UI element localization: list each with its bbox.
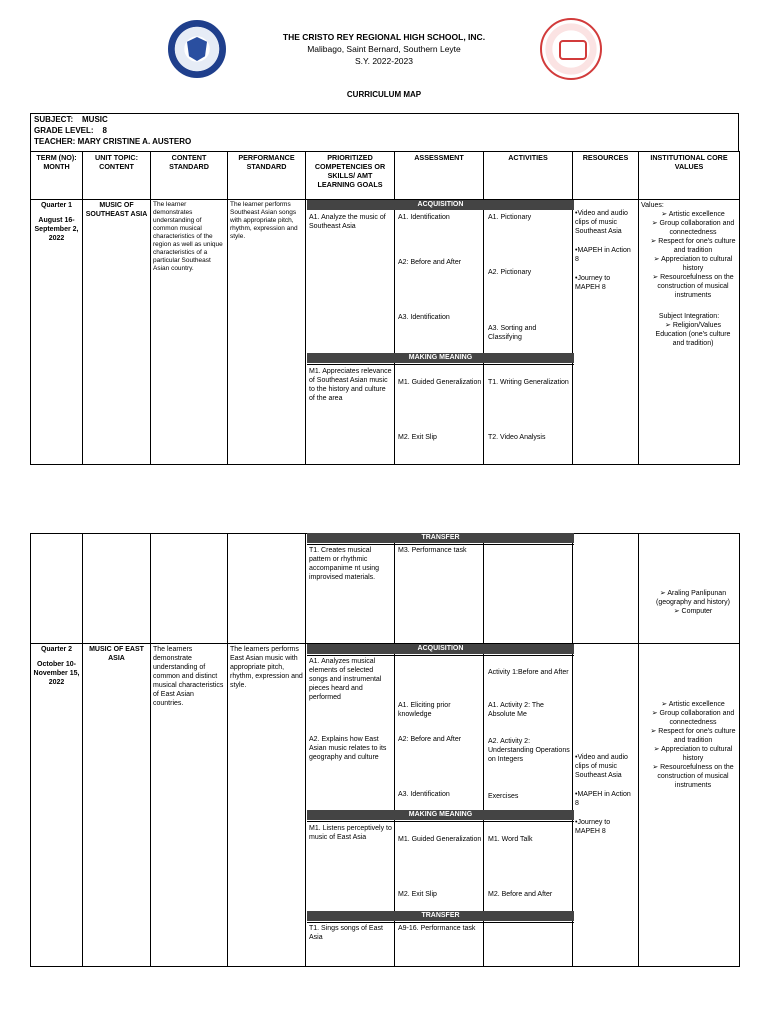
- q2-a2-assessment: A2: Before and After: [398, 736, 462, 743]
- p2-unit-cell: [83, 534, 151, 644]
- q2-transfer-bar: TRANSFER: [307, 911, 574, 921]
- p2-term-cell: [31, 534, 83, 644]
- q1-acquisition-bar: ACQUISITION: [307, 200, 574, 210]
- q1-m2-assessment: M2. Exit Slip: [398, 434, 437, 441]
- q1-assessment-cell: [395, 200, 484, 465]
- col-performance-standard: PERFORMANCE STANDARD: [228, 152, 306, 200]
- q1-a1-activity: A1. Pictionary: [488, 214, 532, 221]
- q2-values-cell: ➢ Artistic excellence ➢ Group collaboration and connectedness ➢ Respect for one's culture and tradition ➢ Appreciation to cultural history ➢ Resourcefulness on the construction of musical instruments: [639, 644, 740, 967]
- q1-a2-assessment: A2: Before and After: [398, 259, 462, 266]
- school-year: S.Y. 2022-2023: [355, 56, 413, 66]
- q2-a2-competency: A2. Explains how East Asian music relates to its geography and culture: [309, 736, 387, 761]
- school-address: Malibago, Saint Bernard, Southern Leyte: [307, 44, 461, 54]
- q1-a2-activity: A2. Pictionary: [488, 269, 532, 276]
- q1-a3-activity: A3. Sorting and Classifying: [488, 325, 537, 341]
- p2-activities-cell: [484, 534, 573, 644]
- p2-t1-competency: T1. Creates musical pattern or rhythmic accompanime nt using improvised materials.: [309, 547, 380, 581]
- q1-resources-cell: •Video and audio clips of music Southeast Asia •MAPEH in Action 8 •Journey to MAPEH 8: [573, 200, 639, 465]
- q2-activity-1: Activity 1:Before and After: [488, 669, 569, 676]
- q2-performance-standard: The learners performs East Asian music with appropriate pitch, rhythm, expression and style.: [228, 644, 306, 967]
- q2-activity-3: A2. Activity 2: Understanding Operations on Integers: [488, 738, 570, 763]
- q1-performance-standard: The learner performs Southeast Asian songs with appropriate pitch, rhythm, expression and style.: [228, 200, 306, 465]
- col-competencies: PRIORITIZED COMPETENCIES OR SKILLS/ AMT LEARNING GOALS: [306, 152, 395, 200]
- q2-transfer-assessment: A9-16. Performance task: [398, 925, 476, 932]
- col-core-values: INSTITUTIONAL CORE VALUES: [639, 152, 740, 200]
- q2-m1-assessment: M1. Guided Generalization: [398, 836, 482, 843]
- col-resources: RESOURCES: [573, 152, 639, 200]
- q2-term-cell: Quarter 2 October 10-November 15, 2022: [31, 644, 83, 967]
- document-title: CURRICULUM MAP: [346, 90, 422, 99]
- q1-t2-activity: T2. Video Analysis: [488, 434, 546, 441]
- q2-content-standard: The learners demonstrate understanding of common and distinct musical characteristics of East Asian countries.: [151, 644, 228, 967]
- p2-values-cell: ➢ Araling Panlipunan (geography and history) ➢ Computer: [639, 534, 740, 644]
- q1-making-meaning-bar: MAKING MEANING: [307, 353, 574, 363]
- q1-a3-assessment: A3. Identification: [398, 314, 450, 321]
- p2-m3-assessment: M3. Performance task: [398, 547, 467, 554]
- q2-resources-cell: •Video and audio clips of music Southeast Asia •MAPEH in Action 8 •Journey to MAPEH 8: [573, 644, 639, 967]
- grade-line: GRADE LEVEL: 8: [34, 126, 107, 135]
- q2-a3-assessment: A3. Identification: [398, 791, 450, 798]
- q1-competency-cell: [306, 200, 395, 465]
- q1-values-cell: Values: ➢ Artistic excellence ➢ Group collaboration and connectedness ➢ Respect for one's culture and tradition ➢ Appreciation to cultural history ➢ Resourcefulness on the construction of musical instruments Subject Integration: ➢ Religion/Values Education (one's culture and tradition): [639, 200, 740, 465]
- q2-t1-competency: T1. Sings songs of East Asia: [309, 925, 383, 941]
- q2-unit-cell: MUSIC OF EAST ASIA: [83, 644, 151, 967]
- q1-a1-assessment: A1. Identification: [398, 214, 450, 221]
- q2-m2-activity: M2. Before and After: [488, 891, 553, 898]
- col-activities: ACTIVITIES: [484, 152, 573, 200]
- col-assessment: ASSESSMENT: [395, 152, 484, 200]
- q1-m1-competency: M1. Appreciates relevance of Southeast Asian music to the history and culture of the area: [309, 368, 392, 402]
- col-term: TERM (NO): MONTH: [31, 152, 83, 200]
- q1-unit-cell: MUSIC OF SOUTHEAST ASIA: [83, 200, 151, 465]
- q1-t1-activity: T1. Writing Generalization: [488, 379, 569, 386]
- p2-resources-cell: [573, 534, 639, 644]
- col-unit: UNIT TOPIC: CONTENT: [83, 152, 151, 200]
- q1-content-standard: The learner demonstrates understanding of common musical characteristics of the region as well as unique characteristics of a particular Southeast Asian country.: [151, 200, 228, 465]
- p2-content-cell: [151, 534, 228, 644]
- q2-activity-4: Exercises: [488, 793, 519, 800]
- p2-performance-cell: [228, 534, 306, 644]
- q2-making-meaning-bar: MAKING MEANING: [307, 810, 574, 820]
- q1-term-cell: Quarter 1 August 16-September 2, 2022: [31, 200, 83, 465]
- info-box: [30, 113, 739, 152]
- q2-acquisition-bar: ACQUISITION: [307, 644, 574, 654]
- subject-line: SUBJECT: MUSIC: [34, 115, 108, 124]
- q2-m1-activity: M1. Word Talk: [488, 836, 533, 843]
- col-content-standard: CONTENT STANDARD: [151, 152, 228, 200]
- p2-transfer-bar: TRANSFER: [307, 533, 574, 543]
- school-name: THE CRISTO REY REGIONAL HIGH SCHOOL, INC.: [282, 32, 486, 42]
- q1-m1-assessment: M1. Guided Generalization: [398, 379, 482, 386]
- q1-a1-competency: A1. Analyze the music of Southeast Asia: [309, 214, 386, 230]
- q2-activity-2: A1. Activity 2: The Absolute Me: [488, 702, 544, 718]
- q2-a1-assessment: A1. Eliciting prior knowledge: [398, 702, 451, 718]
- q2-m2-assessment: M2. Exit Slip: [398, 891, 437, 898]
- teacher-line: TEACHER: MARY CRISTINE A. AUSTERO: [34, 137, 192, 146]
- curriculum-table-1: [30, 151, 740, 465]
- q2-m1-competency: M1. Listens perceptively to music of East Asia: [309, 825, 392, 841]
- q2-a1-competency: A1. Analyzes musical elements of selected songs and instrumental pieces heard and performed: [309, 658, 382, 701]
